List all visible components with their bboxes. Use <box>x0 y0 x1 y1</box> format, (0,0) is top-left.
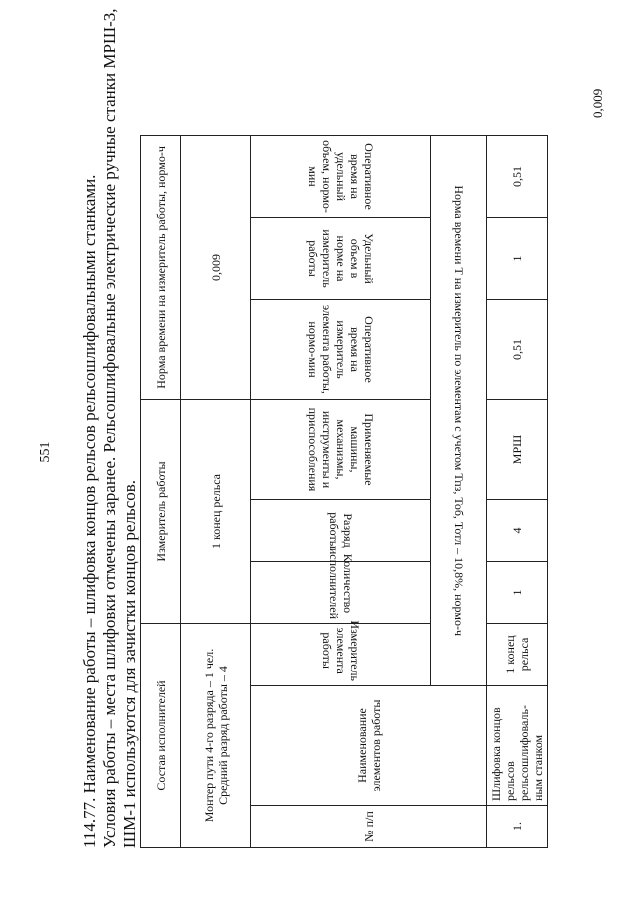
row-volume: 1 <box>487 217 548 299</box>
row-machine: МРШ <box>487 399 548 499</box>
summary-meter: 1 конец рельса <box>181 399 251 623</box>
page-number: 551 <box>38 441 53 463</box>
heading-conditions-cont: ШМ-1 используются для зачистки концов рельсов. <box>120 480 139 848</box>
header-norm-element-text: Норма времени Т на измеритель по элементам с учетом Тпз, Тоб, Тотл – 10,8%, нормо-ч <box>451 185 466 636</box>
heading-conditions: Условия работы – места шлифовки отмечены заранее. Рельсошлифовальные электрические ручные станки МРШ-3, <box>100 8 119 848</box>
row-num: 1. <box>487 806 548 848</box>
header-machines <box>251 399 431 499</box>
header-volume-text: Удельный объем в норме на измеритель работы <box>305 229 376 288</box>
summary-staff: Монтер пути 4-го разряда – 1 чел. Средний разряд работы – 4 <box>181 623 251 847</box>
row-name: Шлифовка концов рельсов рельсошлифоваль-ным станком <box>487 686 548 806</box>
summary-norm: 0,009 <box>181 135 251 399</box>
row-norm-value: 0,009 <box>590 88 605 118</box>
header-element-name: Наименование элементов работы <box>251 686 487 806</box>
header-meter: Измеритель работы <box>141 399 181 623</box>
header-norm: Норма времени на измеритель работы, нормо-ч <box>141 135 181 399</box>
header-machines-text: Применяемые машины, механизмы, инструменты и приспособления <box>305 407 376 492</box>
header-grade-text: Разряд работы <box>326 512 355 549</box>
header-norm-element <box>431 135 487 685</box>
header-staff: Состав исполнителей <box>141 623 181 847</box>
rotated-page-content <box>80 8 600 848</box>
heading-title: 114.77. Наименование работы – шлифовка концов рельсов рельсошлифовальными станками. <box>80 174 99 848</box>
header-op-time-element <box>251 299 431 399</box>
header-op-time-volume-text: Оперативное время на удельный объем, нормо-мин <box>305 140 376 213</box>
row-op-time-volume: 0,51 <box>487 135 548 217</box>
norm-table <box>140 135 548 848</box>
header-num: № п/п <box>251 806 487 848</box>
row-grade: 4 <box>487 499 548 561</box>
row-performers: 1 <box>487 561 548 623</box>
header-performers <box>251 547 431 623</box>
header-grade <box>251 499 431 561</box>
header-element-meter <box>251 620 431 685</box>
row-op-time: 0,51 <box>487 299 548 399</box>
header-volume <box>251 217 431 299</box>
row-meter: 1 конец рельса <box>487 623 548 685</box>
header-performers-text: Количество исполнителей <box>326 547 355 619</box>
header-op-time-element-text: Оперативное время на измеритель элемента работы, нормо-мин <box>305 305 376 394</box>
header-op-time-volume <box>251 135 431 217</box>
header-element-meter-text: Измеритель элемента работы <box>319 620 362 681</box>
